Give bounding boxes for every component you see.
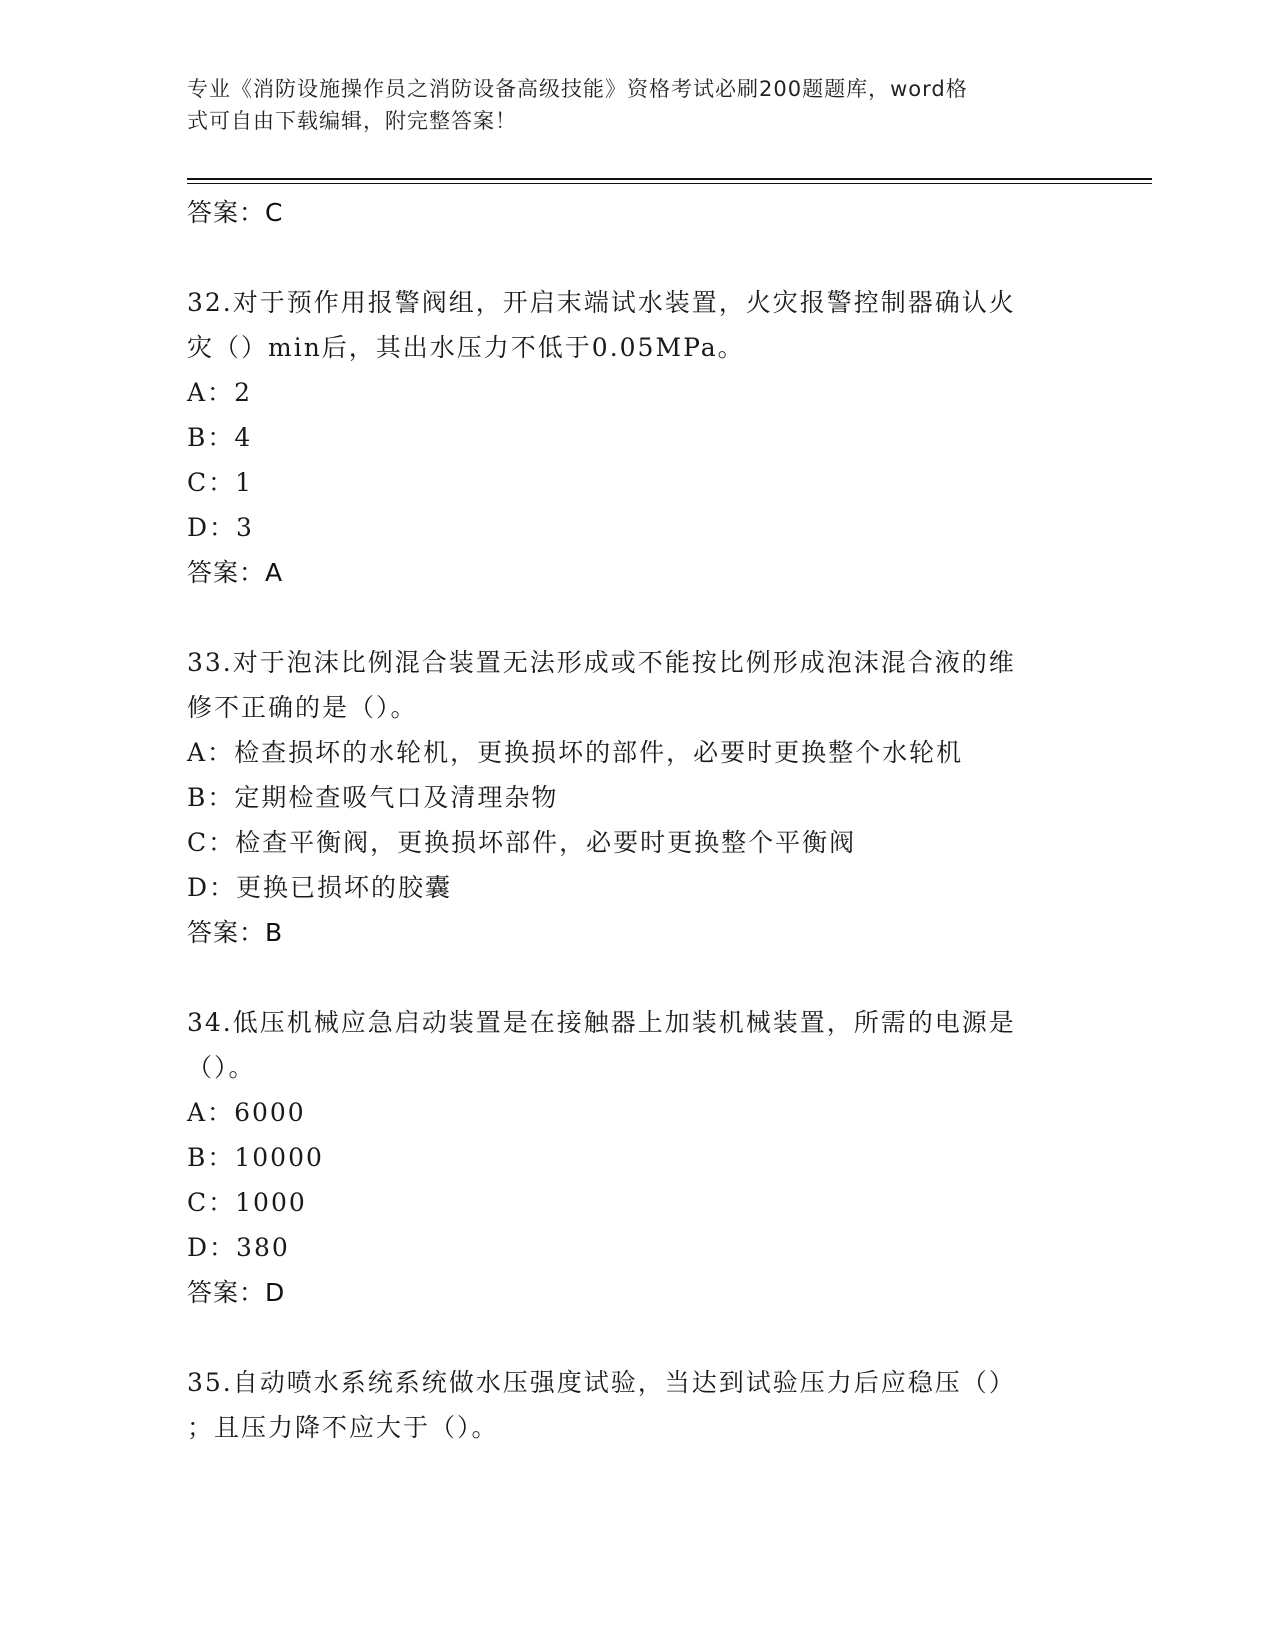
option-c: [187, 460, 1087, 505]
option-value: 3: [236, 513, 254, 542]
document-header: [187, 73, 1067, 137]
answer-line: 答案：D: [187, 1278, 286, 1307]
option-key: B：: [187, 783, 235, 812]
option-key: B：: [187, 1143, 235, 1172]
option-value: 380: [236, 1233, 290, 1262]
option-value: 2: [234, 378, 252, 407]
option-key: A：: [187, 378, 235, 407]
header-line-1: 专业《消防设施操作员之消防设备高级技能》资格考试必刷200题题库，word格: [187, 77, 968, 101]
option-key: A：: [187, 1098, 235, 1127]
header-divider-thick: [187, 178, 1152, 180]
option-value: 检查平衡阀，更换损坏部件，必要时更换整个平衡阀: [235, 828, 857, 857]
question-text: [187, 640, 1067, 730]
header-line-2: 式可自由下载编辑，附完整答案！: [187, 109, 517, 133]
option-key: D：: [187, 1233, 237, 1262]
option-c: [187, 1180, 1087, 1225]
question-line-2: 修不正确的是（）。: [187, 693, 418, 722]
option-value: 1000: [235, 1188, 307, 1217]
option-value: 检查损坏的水轮机，更换损坏的部件，必要时更换整个水轮机: [234, 738, 964, 767]
option-d: [187, 505, 1087, 550]
question-list: [187, 190, 1087, 1450]
option-c: [187, 820, 1087, 865]
option-key: C：: [187, 468, 236, 497]
option-key: C：: [187, 1188, 236, 1217]
option-d: [187, 1225, 1087, 1270]
option-b: [187, 415, 1087, 460]
option-a: [187, 1090, 1087, 1135]
question-34: [187, 1000, 1087, 1315]
question-35: [187, 1360, 1087, 1450]
option-a: [187, 370, 1087, 415]
question-33: [187, 640, 1087, 955]
option-value: 更换已损坏的胶囊: [236, 873, 453, 902]
option-d: [187, 865, 1087, 910]
question-line-2: （）。: [187, 1053, 256, 1082]
option-value: 10000: [234, 1143, 324, 1172]
question-32: [187, 280, 1087, 595]
question-line-1: 35.自动喷水系统系统做水压强度试验，当达到试验压力后应稳压（）: [187, 1368, 1016, 1397]
question-line-1: 33.对于泡沫比例混合装置无法形成或不能按比例形成泡沫混合液的维: [187, 648, 1016, 677]
option-value: 定期检查吸气口及清理杂物: [234, 783, 559, 812]
question-text: [187, 1000, 1067, 1090]
previous-answer: 答案：C: [187, 198, 284, 227]
option-value: 1: [235, 468, 254, 497]
question-line-1: 34.低压机械应急启动装置是在接触器上加装机械装置，所需的电源是: [187, 1008, 1016, 1037]
option-value: 6000: [234, 1098, 306, 1127]
option-b: [187, 775, 1087, 820]
option-key: D：: [187, 513, 237, 542]
question-text: [187, 1360, 1067, 1450]
answer-line: 答案：B: [187, 918, 284, 947]
question-line-2: 灾（）min后，其出水压力不低于0.05MPa。: [187, 333, 745, 362]
option-a: [187, 730, 1087, 775]
option-key: C：: [187, 828, 236, 857]
question-line-2: ；且压力降不应大于（）。: [187, 1413, 499, 1442]
option-key: A：: [187, 738, 235, 767]
header-divider-thin: [187, 183, 1152, 184]
option-b: [187, 1135, 1087, 1180]
answer-line: 答案：A: [187, 558, 284, 587]
question-text: [187, 280, 1067, 370]
option-value: 4: [234, 423, 253, 452]
option-key: D：: [187, 873, 237, 902]
option-key: B：: [187, 423, 235, 452]
question-line-1: 32.对于预作用报警阀组，开启末端试水装置，火灾报警控制器确认火: [187, 288, 1016, 317]
